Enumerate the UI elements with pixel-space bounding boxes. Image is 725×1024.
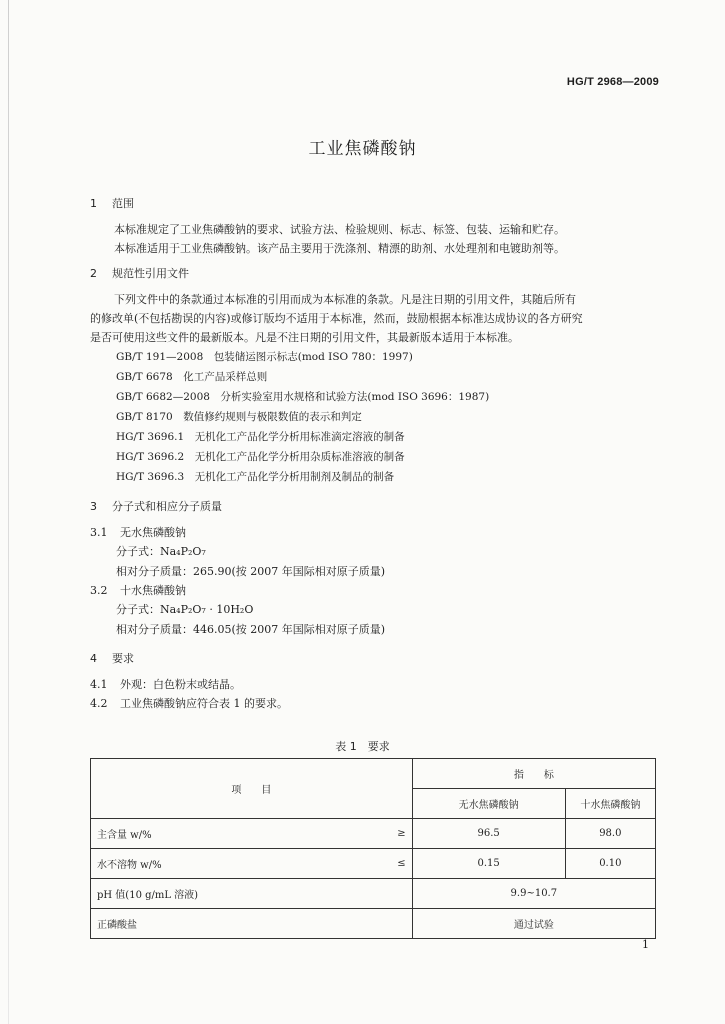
subsection-number: 3.1 xyxy=(90,526,108,539)
reference-item: GB/T 191—2008 包装储运图示标志(mod ISO 780：1997) xyxy=(116,351,413,363)
section-number: 1 xyxy=(90,197,97,210)
header-item: 项 目 xyxy=(91,759,413,819)
table-row xyxy=(91,819,656,849)
subsection-title: 无水焦磷酸钠 xyxy=(120,526,186,539)
paragraph-line: 下列文件中的条款通过本标准的引用而成为本标准的条款。凡是注日期的引用文件，其随后所有 xyxy=(114,293,576,306)
row-name: 主含量 w/% xyxy=(91,819,386,849)
clause-text: 外观：白色粉末或结晶。 xyxy=(120,678,241,691)
row-symbol: ≥ xyxy=(386,819,413,849)
section-title: 规范性引用文件 xyxy=(112,267,189,280)
section-heading-2 xyxy=(90,264,660,284)
reference-item: GB/T 8170 数值修约规则与极限数值的表示和判定 xyxy=(116,411,362,423)
row-value-decahydrate: 0.10 xyxy=(565,849,655,879)
document-body xyxy=(90,194,660,713)
row-name: 水不溶物 w/% xyxy=(91,849,386,879)
clause-number: 4.1 xyxy=(90,678,108,691)
reference-item: HG/T 3696.1 无机化工产品化学分析用标准滴定溶液的制备 xyxy=(116,431,405,443)
standard-code: HG/T 2968—2009 xyxy=(566,76,659,88)
molecular-mass-line: 相对分子质量：446.05(按 2007 年国际相对原子质量) xyxy=(116,622,386,636)
paragraph: 本标准规定了工业焦磷酸钠的要求、试验方法、检验规则、标志、标签、包装、运输和贮存。 xyxy=(114,223,565,236)
formula-line: 分子式：Na₄P₂O₇ xyxy=(116,545,206,558)
table-header-row xyxy=(91,759,656,789)
section-heading-1 xyxy=(90,194,660,214)
row-value-merged: 9.9~10.7 xyxy=(412,879,655,909)
section-number: 2 xyxy=(90,267,97,280)
row-value-decahydrate: 98.0 xyxy=(565,819,655,849)
clause-number: 4.2 xyxy=(90,697,108,710)
reference-item: GB/T 6682—2008 分析实验室用水规格和试验方法(mod ISO 3696：1987) xyxy=(116,391,490,403)
clause-item xyxy=(90,694,660,713)
page-number: 1 xyxy=(642,938,649,951)
molecular-mass-line: 相对分子质量：265.90(按 2007 年国际相对原子质量) xyxy=(116,564,386,578)
table-caption: 表 1 要求 xyxy=(335,740,390,753)
section-title: 范围 xyxy=(112,197,134,210)
subsection-heading xyxy=(90,523,660,542)
header-anhydrous: 无水焦磷酸钠 xyxy=(412,789,565,819)
section-title: 要求 xyxy=(112,652,134,665)
table-row xyxy=(91,909,656,939)
header-decahydrate: 十水焦磷酸钠 xyxy=(565,789,655,819)
paragraph: 本标准适用于工业焦磷酸钠。该产品主要用于洗涤剂、精漂的助剂、水处理剂和电镀助剂等。 xyxy=(114,242,565,255)
reference-item: GB/T 6678 化工产品采样总则 xyxy=(116,371,268,383)
row-symbol: ≤ xyxy=(386,849,413,879)
section-heading-4 xyxy=(90,649,660,669)
reference-item: HG/T 3696.2 无机化工产品化学分析用杂质标准溶液的制备 xyxy=(116,451,405,463)
page-title: 工业焦磷酸钠 xyxy=(308,139,417,159)
subsection-title: 十水焦磷酸钠 xyxy=(120,584,186,597)
section-title: 分子式和相应分子质量 xyxy=(112,500,222,513)
row-value-anhydrous: 0.15 xyxy=(412,849,565,879)
requirements-table xyxy=(90,758,656,939)
row-name: 正磷酸盐 xyxy=(91,909,413,939)
row-value-anhydrous: 96.5 xyxy=(412,819,565,849)
reference-item: HG/T 3696.3 无机化工产品化学分析用制剂及制品的制备 xyxy=(116,471,395,483)
section-number: 4 xyxy=(90,652,97,665)
row-name: pH 值(10 g/mL 溶液) xyxy=(91,879,413,909)
section-number: 3 xyxy=(90,500,97,513)
paragraph-line: 的修改单(不包括勘误的内容)或修订版均不适用于本标准，然而，鼓励根据本标准达成协议的各方研究 xyxy=(90,312,583,325)
table-row xyxy=(91,879,656,909)
subsection-heading xyxy=(90,581,660,600)
row-value-merged: 通过试验 xyxy=(412,909,655,939)
table-row xyxy=(91,849,656,879)
formula-line: 分子式：Na₄P₂O₇ · 10H₂O xyxy=(116,603,254,616)
section-heading-3 xyxy=(90,497,660,517)
subsection-number: 3.2 xyxy=(90,584,108,597)
clause-item xyxy=(90,675,660,694)
clause-text: 工业焦磷酸钠应符合表 1 的要求。 xyxy=(120,697,288,710)
header-index: 指 标 xyxy=(412,759,655,789)
paragraph-line: 是否可使用这些文件的最新版本。凡是不注日期的引用文件，其最新版本适用于本标准。 xyxy=(90,331,519,344)
